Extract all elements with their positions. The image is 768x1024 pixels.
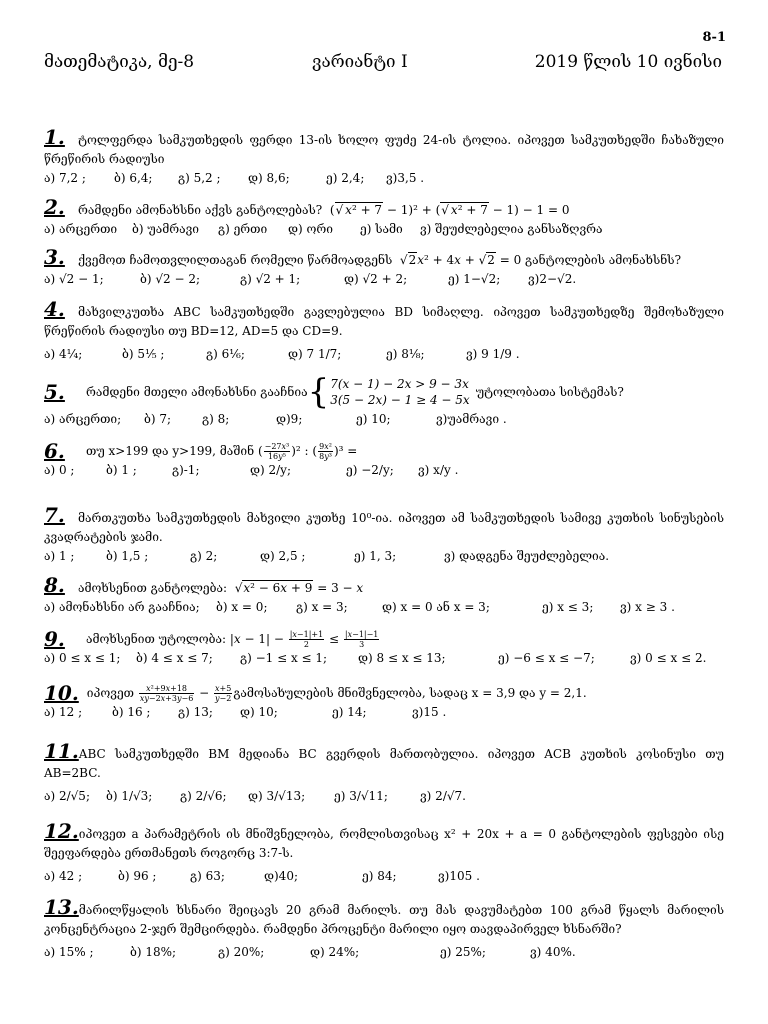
question-12 [44,819,724,886]
option-b[interactable]: ბ) 96 ; [118,869,157,883]
question-number: 1. [44,125,65,149]
option-d[interactable]: დ) 10; [240,705,278,719]
question-3 [44,245,724,289]
option-d[interactable]: დ) 8,6; [248,171,290,185]
expression: $\frac{\text{x²+9x+18}}{xy-2x+3y-6}$ − $\frac{x+5}{y-2}$ [139,684,232,703]
option-c[interactable]: გ) 6⅙; [206,347,245,361]
question-text: რამდენი ამონახსნი აქვს განტოლებას? [78,203,323,217]
option-c[interactable]: გ) 13; [178,705,213,719]
answer-options [44,547,724,566]
option-d[interactable]: დ) 24%; [310,945,360,959]
option-d[interactable]: დ) 2,5 ; [260,549,306,563]
question-number: 10. [44,681,79,705]
expression: ( $\frac{\text{−27x³}}{\text{16y⁵}}$ )² : ( $\frac{\text{9x²}}{\text{8y³}}$ )³ = [254,442,358,461]
question-number: 4. [44,297,65,321]
option-e[interactable]: ე) 3/√11; [334,789,388,803]
question-text-end: უტოლობათა სისტემას? [475,384,624,399]
question-5 [44,372,724,429]
option-a[interactable]: ა) 0 ≤ x ≤ 1; [44,651,121,665]
question-text: მახვილკუთხა ABC სამკუთხედში გავლებულია BD სიმაღლე. იპოვეთ სამკუთხედზე შემოხაზული წრეწირის რადიუსი თუ BD=12, AD=5 და CD=9. [44,305,724,338]
question-2 [44,195,724,239]
option-a[interactable]: ა) 0 ; [44,463,75,477]
question-text: ამოხსენით უტოლობა: [86,632,227,646]
question-8 [44,573,724,617]
option-a[interactable]: ა) ამონახსნი არ გააჩნია; [44,600,200,614]
question-number: 7. [44,503,65,527]
answer-options [44,220,724,239]
question-number: 11. [44,739,79,763]
question-text: თუ x>199 და y>199, მაშინ [86,444,255,458]
option-a[interactable]: ა) არცერთი; [44,412,122,426]
option-a[interactable]: ა) 12 ; [44,705,83,719]
option-c[interactable]: გ) 5,2 ; [178,171,221,185]
option-e[interactable]: ე) 1−√2; [448,272,501,286]
option-e[interactable]: ე) 25%; [440,945,486,959]
option-f[interactable]: ვ) შეუძლებელია განსაზღვრა [420,222,603,236]
question-number: 6. [44,439,65,463]
question-number: 12. [44,819,79,843]
inequality: |x − 1| − $\frac{|x-1|+1}{2}$ ≤ $\frac{|x-1|-1}{3}$ [226,630,379,649]
option-e[interactable]: ე) სამი [360,222,403,236]
option-e[interactable]: ე) −6 ≤ x ≤ −7; [498,651,595,665]
option-f[interactable]: ვ)უამრავი . [436,412,507,426]
question-text-end: განტოლების ამონახსნს? [525,253,682,267]
question-text: მარილწყალის ხსნარი შეიცავს 20 გრამ მარილს. თუ მას დავუმატებთ 100 გრამ წყალს მარილის კონცენტრაცია 2-ჯერ შემცირდება. რამდენი პროცენტი მარილი იყო თავდაპირველ ხსნარში? [44,903,724,936]
option-c[interactable]: გ) ერთი [218,222,268,236]
option-e[interactable]: ე) 1, 3; [354,549,397,563]
exam-date: 2019 წლის 10 ივნისი [534,52,722,72]
question-number: 2. [44,195,65,219]
option-a[interactable]: ა) 4¼; [44,347,83,361]
option-e[interactable]: ე) 14; [332,705,367,719]
option-b[interactable]: ბ) 1 ; [106,463,137,477]
answer-options [44,169,724,188]
question-number: 13. [44,895,79,919]
option-d[interactable]: დ) ორი [288,222,333,236]
answer-options [44,943,724,962]
question-number: 3. [44,245,65,269]
question-6 [44,439,724,480]
option-d[interactable]: დ) 8 ≤ x ≤ 13; [358,651,446,665]
option-b[interactable]: ბ) 7; [144,412,172,426]
option-d[interactable]: დ) 7 1/7; [288,347,342,361]
option-a[interactable]: ა) 2/√5; [44,789,90,803]
option-f[interactable]: ვ)105 . [438,869,480,883]
option-d[interactable]: დ)9; [276,412,303,426]
option-f[interactable]: ვ) 2/√7. [420,789,466,803]
option-d[interactable]: დ) 3/√13; [248,789,306,803]
option-a[interactable]: ა) არცერთი [44,222,118,236]
question-11 [44,739,724,806]
option-c[interactable]: გ) 63; [190,869,225,883]
option-f[interactable]: ვ) 9 1/9 . [466,347,520,361]
option-d[interactable]: დ) 2/y; [250,463,291,477]
option-f[interactable]: ვ) 40%. [530,945,576,959]
question-text: იპოვეთ a პარამეტრის ის მნიშვნელობა, რომლისთვისაც x² + 20x + a = 0 განტოლების ფესვები ისე შეეფარდება ერთმანეთს როგორც 3:7-ს. [44,827,724,860]
option-b[interactable]: ბ) უამრავი [132,222,200,236]
option-f[interactable]: ვ)3,5 . [386,171,425,185]
question-text: ტოლფერდა სამკუთხედის ფერდი 13-ის ხოლო ფუძე 24-ის ტოლია. იპოვეთ სამკუთხედში ჩახაზული წრეწირის რადიუსი [44,133,724,166]
option-e[interactable]: ე) 2,4; [326,171,365,185]
option-d[interactable]: დ)40; [264,869,298,883]
question-text: ამოხსენით განტოლება: [78,581,228,595]
option-a[interactable]: ა) √2 − 1; [44,272,104,286]
answer-options [44,867,724,886]
question-7 [44,503,724,566]
option-b[interactable]: ბ) 1,5 ; [106,549,149,563]
option-b[interactable]: ბ) 4 ≤ x ≤ 7; [136,651,213,665]
answer-options [44,461,724,480]
question-text: რამდენი მთელი ამონახსნი გააჩნია [86,384,308,399]
inequality-system: { 7(x − 1) − 2x > 9 − 3x 3(5 − 2x) − 1 ≥ 4 − 5x [307,372,470,412]
answer-options [44,598,724,617]
option-b[interactable]: ბ) 6,4; [114,171,153,185]
option-a[interactable]: ა) 15% ; [44,945,94,959]
option-c[interactable]: გ) 2; [190,549,218,563]
option-f[interactable]: ვ) x/y . [418,463,459,477]
option-c[interactable]: გ) 20%; [218,945,265,959]
brace-icon: { [307,372,330,412]
question-number: 5. [44,379,65,404]
answer-options [44,410,724,429]
equation: √x² − 6x + 9 = 3 − x [230,581,364,595]
option-c[interactable]: გ) 8; [202,412,230,426]
option-b[interactable]: ბ) 16 ; [112,705,151,719]
question-text: ქვემოთ ჩამოთვლილთაგან რომელი წარმოადგენს [78,253,393,267]
question-1 [44,125,724,188]
option-c[interactable]: გ) 2/√6; [180,789,227,803]
option-e[interactable]: ე) 10; [356,412,391,426]
question-text-end: გამოსახულების მნიშვნელობა, სადაც x = 3,9 და y = 2,1. [233,686,587,700]
option-a[interactable]: ა) 7,2 ; [44,171,86,185]
option-b[interactable]: ბ) 1/√3; [106,789,153,803]
option-e[interactable]: ე) 8⅛; [386,347,425,361]
option-a[interactable]: ა) 42 ; [44,869,83,883]
option-c[interactable]: გ)-1; [172,463,200,477]
exam-header [44,52,722,78]
option-b[interactable]: ბ) 5⅕ ; [122,347,165,361]
question-9 [44,627,724,668]
question-13 [44,895,724,962]
question-number: 8. [44,573,65,597]
option-e[interactable]: ე) x ≤ 3; [542,600,594,614]
option-c[interactable]: გ) x = 3; [296,600,348,614]
question-4 [44,297,724,364]
option-a[interactable]: ა) 1 ; [44,549,75,563]
question-text: მართკუთხა სამკუთხედის მახვილი კუთხე 10⁰-ია. იპოვეთ ამ სამკუთხედის სამივე კუთხის სინუსების კვადრატების ჯამი. [44,511,724,544]
option-c[interactable]: გ) √2 + 1; [240,272,301,286]
option-b[interactable]: ბ) √2 − 2; [140,272,200,286]
option-f[interactable]: ვ) დადგენა შეუძლებელია. [444,549,610,563]
option-c[interactable]: გ) −1 ≤ x ≤ 1; [240,651,328,665]
option-b[interactable]: ბ) x = 0; [216,600,268,614]
answer-options [44,787,724,806]
answer-options [44,703,724,722]
option-d[interactable]: დ) x = 0 ან x = 3; [382,600,490,614]
equation: (√ x² + 7 − 1)² + (√ x² + 7 − 1) − 1 = 0 [326,203,570,217]
answer-options [44,649,724,668]
option-f[interactable]: ვ) x ≥ 3 . [620,600,675,614]
page-number: 8-1 [702,30,726,45]
option-f[interactable]: ვ) 0 ≤ x ≤ 2. [630,651,707,665]
subject-title: მათემატიკა, მე-8 [44,52,195,72]
option-b[interactable]: ბ) 18%; [130,945,177,959]
option-f[interactable]: ვ)2−√2. [528,272,577,286]
option-d[interactable]: დ) √2 + 2; [344,272,408,286]
option-f[interactable]: ვ)15 . [412,705,447,719]
equation: √2x² + 4x + √2 = 0 [396,253,526,267]
option-e[interactable]: ე) 84; [362,869,397,883]
question-10 [44,681,724,722]
answer-options [44,270,724,289]
variant-title: ვარიანტი I [312,52,408,72]
question-number: 9. [44,627,65,651]
question-text: ABC სამკუთხედში BM მედიანა BC გვერდის მართობულია. იპოვეთ ACB კუთხის კოსინუსი თუ AB=2BC. [44,747,724,780]
question-text: იპოვეთ [86,686,134,700]
answer-options [44,345,724,364]
option-e[interactable]: ე) −2/y; [346,463,394,477]
